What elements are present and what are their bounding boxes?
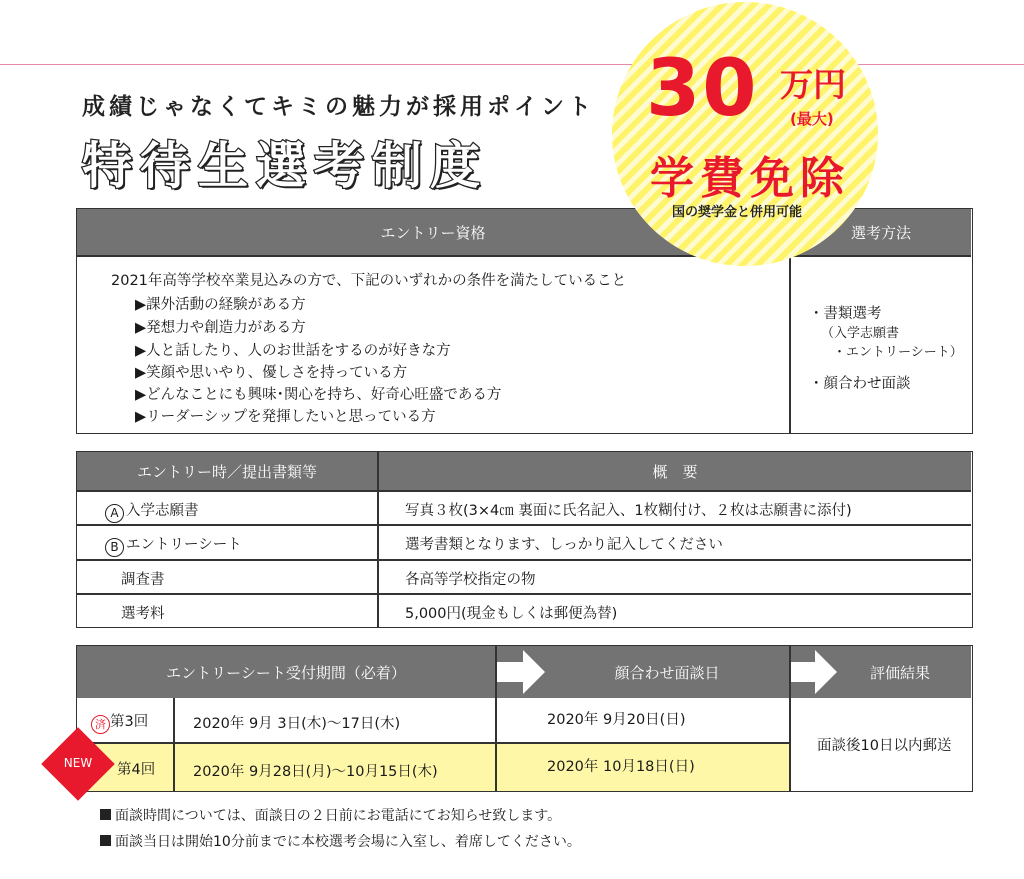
method-sub-application: （入学志願書 <box>821 326 900 341</box>
interview-date: 2020年 10月18日(日) <box>547 759 695 775</box>
documents-header-right: 概 要 <box>379 452 971 490</box>
method-interview: ・顔合わせ面談 <box>809 376 911 392</box>
square-bullet-icon <box>100 809 111 820</box>
document-name: A 入学志願書 <box>105 499 199 523</box>
condition-item: ▶人と話したり、人のお世話をするのが好きな方 <box>135 343 451 359</box>
selection-method-header: 選考方法 <box>791 209 971 255</box>
scholarship-badge <box>612 2 878 266</box>
badge-unit: 万円 <box>780 65 846 104</box>
done-mark: 済 <box>91 715 110 734</box>
arrow-right-icon <box>497 650 547 694</box>
document-name: 調査書 <box>121 572 165 588</box>
entry-period: 2020年 9月 3日(木)～17日(木) <box>193 716 401 732</box>
round-label: 済 第3回 <box>91 710 148 734</box>
page-title: 特待生選考制度 <box>82 137 488 195</box>
badge-note: 国の奨学金と併用可能 <box>672 205 803 220</box>
new-badge-label: NEW <box>63 756 93 770</box>
condition-item: ▶発想力や創造力がある方 <box>135 320 306 336</box>
method-sub-entry-sheet: ・エントリーシート） <box>833 345 963 360</box>
circled-letter-a: A <box>105 504 124 523</box>
round-label: 第4回 <box>117 762 156 778</box>
circled-letter-b: B <box>105 538 124 557</box>
column-divider <box>495 646 497 791</box>
qualification-table <box>76 208 973 434</box>
entry-period: 2020年 9月28日(月)～10月15日(木) <box>193 764 438 780</box>
document-name: B エントリーシート <box>105 533 242 557</box>
document-desc: 写真３枚(3×4㎝ 裏面に氏名記入、1枚糊付け、２枚は志願書に添付) <box>405 503 852 519</box>
badge-max: (最大) <box>790 110 834 128</box>
document-desc: 5,000円(現金もしくは郵便為替) <box>405 606 618 622</box>
page-subtitle: 成績じゃなくてキミの魅力が採用ポイント <box>82 94 595 120</box>
result-header: 評価結果 <box>869 663 930 682</box>
interview-date: 2020年 9月20日(日) <box>547 712 686 728</box>
method-document-screening: ・書類選考 <box>809 306 882 322</box>
column-divider <box>377 452 379 627</box>
document-name: 選考料 <box>121 606 165 622</box>
column-divider <box>173 698 175 791</box>
interview-header: 顔合わせ面談日 <box>614 663 720 682</box>
documents-table <box>76 451 973 628</box>
row-divider <box>77 593 971 595</box>
qualification-intro: 2021年高等学校卒業見込みの方で、下記のいずれかの条件を満たしていること <box>111 273 627 289</box>
row-divider <box>77 255 971 257</box>
entry-qualification-header: エントリー資格 <box>77 209 789 255</box>
condition-item: ▶笑顔や思いやり、優しさを持っている方 <box>135 365 408 381</box>
result-text: 面談後10日以内郵送 <box>817 738 952 754</box>
top-divider-line <box>0 64 1024 65</box>
note-item: 面談時間については、面談日の２日前にお電話にてお知らせ致します。 <box>100 805 561 825</box>
condition-item: ▶課外活動の経験がある方 <box>135 297 306 313</box>
note-item: 面談当日は開始10分前までに本校選考会場に入室し、着席してください。 <box>100 831 581 851</box>
row-divider <box>77 742 789 744</box>
documents-header-left: エントリー時／提出書類等 <box>77 452 377 490</box>
condition-item: ▶どんなことにも興味･関心を持ち、好奇心旺盛である方 <box>135 387 502 403</box>
condition-item: ▶リーダーシップを発揮したいと思っている方 <box>135 409 436 425</box>
row-divider <box>77 490 971 492</box>
badge-amount: 30 <box>646 44 759 134</box>
badge-label: 学費免除 <box>650 153 850 204</box>
row-divider <box>77 524 971 526</box>
square-bullet-icon <box>100 835 111 846</box>
document-desc: 選考書類となります、しっかり記入してください <box>405 537 723 553</box>
schedule-table <box>76 645 973 792</box>
column-divider <box>789 646 791 791</box>
row-divider <box>77 559 971 561</box>
document-desc: 各高等学校指定の物 <box>405 572 536 588</box>
period-header: エントリーシート受付期間（必着） <box>166 663 406 682</box>
